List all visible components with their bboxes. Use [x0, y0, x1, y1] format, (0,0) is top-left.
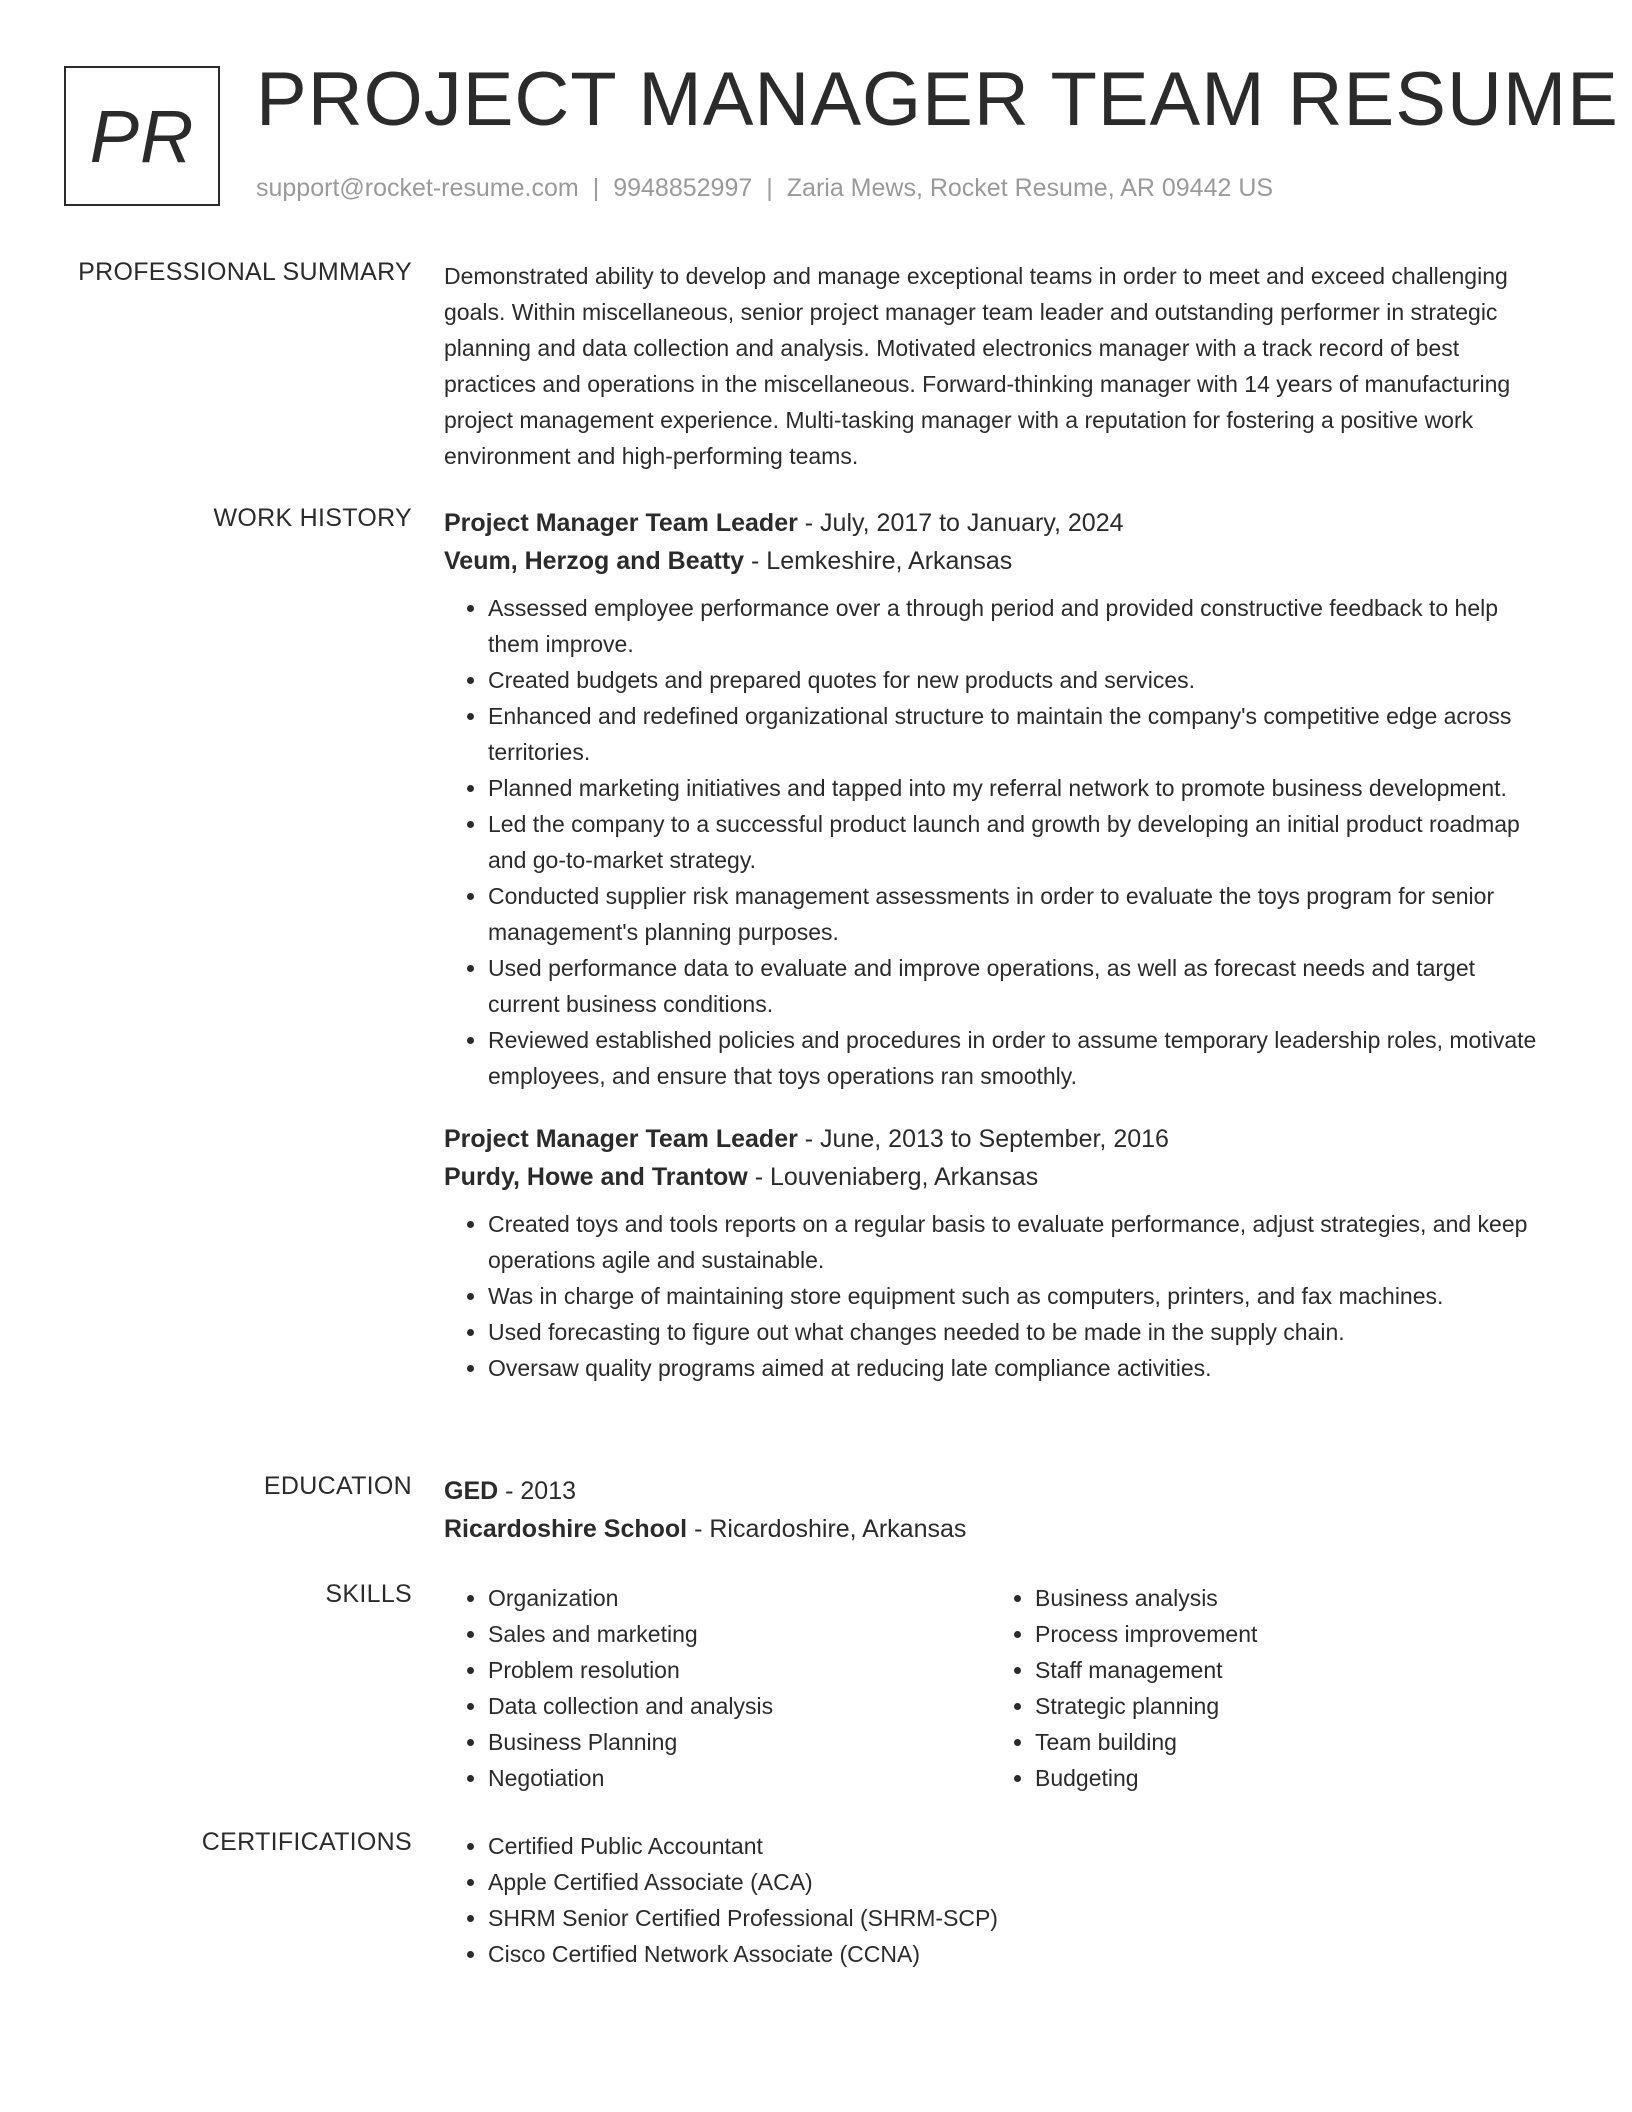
job-company-line: [444, 1158, 1550, 1196]
job-entry: [444, 504, 1550, 1094]
certification-item: • Certified Public Accountant: [488, 1828, 1488, 1864]
section-label-education: EDUCATION: [263, 1472, 412, 1500]
job-bullet: • Created toys and tools reports on a regular basis to evaluate performance, adjust strategies, and keep operations agile and sustainable.: [488, 1206, 1550, 1278]
job-bullets: [444, 590, 1550, 1094]
education-year: - 2013: [498, 1477, 577, 1505]
contact-line: [256, 174, 1273, 203]
skill-item: • Staff management: [1035, 1652, 1538, 1688]
education-degree: GED: [444, 1477, 499, 1505]
job-dates: - June, 2013 to September, 2016: [797, 1125, 1169, 1153]
certification-item: • Cisco Certified Network Associate (CCNA): [488, 1936, 1488, 1972]
section-label-certifications: CERTIFICATIONS: [201, 1828, 412, 1856]
job-bullet: • Enhanced and redefined organizational structure to maintain the company's competitive edge across territories.: [488, 698, 1550, 770]
job-bullet: • Used forecasting to figure out what changes needed to be made in the supply chain.: [488, 1314, 1550, 1350]
job-bullet: • Was in charge of maintaining store equipment such as computers, printers, and fax machines.: [488, 1278, 1550, 1314]
summary-text: Demonstrated ability to develop and manage exceptional teams in order to meet and exceed challenging goals. Within miscellaneous, senior project manager team leader and outstanding performer in strategic planning and data collection and analysis. Motivated electronics manager with a track record of best practices and operations in the miscellaneous. Forward-thinking manager with 14 years of manufacturing project management experience. Multi-tasking manager with a reputation for fostering a positive work environment and high-performing teams.: [444, 263, 1511, 469]
education-body: [444, 1472, 1550, 1548]
skills-list-left: [444, 1580, 991, 1796]
job-entry: [444, 1120, 1550, 1386]
contact-phone[interactable]: 9948852997: [613, 174, 753, 202]
skills-columns: [444, 1580, 1550, 1796]
job-company: Purdy, Howe and Trantow: [444, 1163, 748, 1191]
summary-body: [444, 258, 1550, 474]
job-dates: - July, 2017 to January, 2024: [797, 509, 1124, 537]
education-degree-line: [444, 1472, 1550, 1510]
job-bullet: • Conducted supplier risk management assessments in order to evaluate the toys program for senior management's planning purposes.: [488, 878, 1550, 950]
job-bullets: [444, 1206, 1550, 1386]
skill-item: • Budgeting: [1035, 1760, 1538, 1796]
section-label-summary: PROFESSIONAL SUMMARY: [78, 258, 412, 286]
section-label-skills: SKILLS: [325, 1580, 412, 1608]
certification-item: • SHRM Senior Certified Professional (SHRM-SCP): [488, 1900, 1488, 1936]
job-location: - Lemkeshire, Arkansas: [744, 547, 1013, 575]
job-bullet: • Assessed employee performance over a through period and provided constructive feedback to help them improve.: [488, 590, 1550, 662]
job-bullet: • Planned marketing initiatives and tapped into my referral network to promote business development.: [488, 770, 1550, 806]
skills-list-right: [991, 1580, 1538, 1796]
job-company-line: [444, 542, 1550, 580]
work-body: [444, 504, 1550, 1386]
contact-address: Zaria Mews, Rocket Resume, AR 09442 US: [786, 174, 1274, 202]
job-heading: [444, 504, 1550, 542]
skill-item: • Business analysis: [1035, 1580, 1538, 1616]
certification-item: • Apple Certified Associate (ACA): [488, 1864, 1488, 1900]
skill-item: • Problem resolution: [488, 1652, 991, 1688]
job-company: Veum, Herzog and Beatty: [444, 547, 745, 575]
education-school-line: [444, 1510, 1550, 1548]
monogram-logo: PR: [64, 66, 220, 206]
certifications-column: [444, 1828, 1550, 1972]
certifications-list: [444, 1828, 1488, 1972]
skill-item: • Sales and marketing: [488, 1616, 991, 1652]
job-bullet: • Reviewed established policies and procedures in order to assume temporary leadership roles, motivate employees, and ensure that toys operations ran smoothly.: [488, 1022, 1550, 1094]
section-label-work: WORK HISTORY: [213, 504, 412, 532]
education-location: - Ricardoshire, Arkansas: [687, 1515, 967, 1543]
job-location: - Louveniaberg, Arkansas: [747, 1163, 1039, 1191]
skills-body: [444, 1580, 1550, 1796]
skill-item: • Data collection and analysis: [488, 1688, 991, 1724]
job-title: Project Manager Team Leader: [444, 1125, 798, 1153]
contact-separator: |: [766, 174, 773, 202]
certifications-body: [444, 1828, 1550, 1972]
skill-item: • Team building: [1035, 1724, 1538, 1760]
contact-separator: |: [592, 174, 600, 202]
skill-item: • Business Planning: [488, 1724, 991, 1760]
job-bullet: • Oversaw quality programs aimed at reducing late compliance activities.: [488, 1350, 1550, 1386]
education-school: Ricardoshire School: [444, 1515, 688, 1543]
job-title: Project Manager Team Leader: [444, 509, 798, 537]
skill-item: • Strategic planning: [1035, 1688, 1538, 1724]
job-bullet: • Led the company to a successful product launch and growth by developing an initial product roadmap and go-to-market strategy.: [488, 806, 1550, 878]
skill-item: • Negotiation: [488, 1760, 991, 1796]
resume-title: PROJECT MANAGER TEAM RESUME: [256, 57, 1619, 142]
job-heading: [444, 1120, 1550, 1158]
contact-email[interactable]: support@rocket-resume.com: [256, 174, 579, 202]
job-bullet: • Used performance data to evaluate and improve operations, as well as forecast needs and target current business conditions.: [488, 950, 1550, 1022]
skill-item: • Process improvement: [1035, 1616, 1538, 1652]
job-bullet: • Created budgets and prepared quotes for new products and services.: [488, 662, 1550, 698]
skill-item: • Organization: [488, 1580, 991, 1616]
